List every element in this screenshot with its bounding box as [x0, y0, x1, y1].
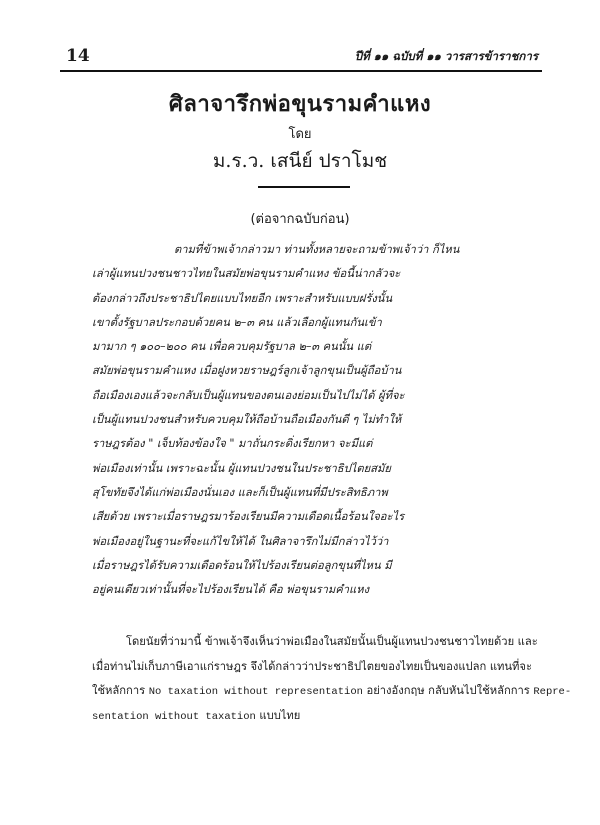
running-head: ปีที่ ๑๑ ฉบับที่ ๑๑ วารสารข้าราชการ [354, 49, 538, 63]
article-title: ศิลาจารึกพ่อขุนรามคำแหง [168, 92, 432, 117]
quoted-passage [92, 238, 542, 602]
quote-line: พ่อเมืองเท่านั้น เพราะฉะนั้น ผู้แทนปวงชนในประชาธิปไตยสมัย [92, 461, 391, 475]
quote-line: สุโขทัยจึงได้แก่พ่อเมืองนั่นเอง และก็เป็นผู้แทนที่มีประสิทธิภาพ [92, 485, 388, 499]
latin-phrase: No taxation without representation [148, 686, 363, 698]
thai-text: ใช้หลักการ [92, 684, 149, 697]
body-line [92, 704, 550, 729]
quote-line: พ่อเมืองอยู่ในฐานะที่จะแก้ไขให้ได้ ในศิลาจารึกไม่มีกล่าวไว้ว่า [92, 534, 389, 548]
latin-phrase: Repre- [533, 686, 572, 698]
thai-text: อย่างอังกฤษ กลับหันไปใช้หลักการ [362, 684, 534, 697]
page-number: 14 [66, 46, 90, 66]
thai-text: เมื่อท่านไม่เก็บภาษีเอาแก่ราษฎร จึงได้กล่าวว่าประชาธิปไตยของไทยเป็นของแปลก แทนที่จะ [92, 659, 532, 673]
author-name: ม.ร.ว. เสนีย์ ปราโมช [212, 150, 388, 172]
body-line [92, 630, 550, 655]
quote-line: ตามที่ข้าพเจ้ากล่าวมา ท่านทั้งหลายจะถามข้าพเจ้าว่า ก็ไหน [174, 243, 460, 256]
quote-line: อยู่คนเดียวเท่านั้นที่จะไปร้องเรียนได้ คือ พ่อขุนรามคำแหง [92, 583, 370, 597]
quote-line: เป็นผู้แทนปวงชนสำหรับควบคุมให้ถือบ้านถือเมืองกันดี ๆ ไม่ทำให้ [92, 413, 402, 427]
quote-line: ถือเมืองเองแล้วจะกลับเป็นผู้แทนของตนเองย่อมเป็นไปไม่ได้ ผู้ที่จะ [92, 388, 405, 402]
quote-line: เสียด้วย เพราะเมื่อราษฎรมาร้องเรียนมีความเดือดเนื้อร้อนใจอะไร [92, 510, 405, 524]
quote-line: ราษฎรต้อง " เจ็บท้องข้องใจ " มาถั่นกระดิ่งเรียกหา จะมีแต่ [92, 437, 373, 451]
quote-line: ต้องกล่าวถึงประชาธิปไตยแบบไทยอีก เพราะสำหรับแบบฝรั่งนั้น [92, 291, 393, 305]
quote-line: เมื่อราษฎรได้รับความเดือดร้อนให้ไปร้องเรียนต่อลูกขุนที่ไหน มี [92, 558, 392, 572]
title-divider [258, 186, 350, 188]
header-divider [60, 70, 542, 72]
quote-line: เขาตั้งรัฐบาลประกอบด้วยคน ๒–๓ คน แล้วเลือกผู้แทนกันเข้า [92, 315, 382, 329]
continued-note: (ต่อจากฉบับก่อน) [250, 212, 350, 227]
body-line [92, 679, 572, 704]
thai-text: แบบไทย [255, 708, 301, 722]
body-paragraph [92, 630, 572, 728]
thai-text: โดยนัยที่ว่ามานี้ ข้าพเจ้าจึงเห็นว่าพ่อเมืองในสมัยนั้นเป็นผู้แทนปวงชนชาวไทยด้วย และ [126, 635, 538, 648]
body-line [92, 655, 550, 680]
quote-line: เล่าผู้แทนปวงชนชาวไทยในสมัยพ่อขุนรามคำแหง ข้อนี้น่ากลัวจะ [92, 267, 401, 281]
latin-phrase: sentation without taxation [92, 710, 256, 723]
quote-line: สมัยพ่อขุนรามคำแหง เมื่อฝูงหวยราษฎร์ลูกเจ้าลูกขุนเป็นผู้ถือบ้าน [92, 364, 402, 378]
byline-label: โดย [288, 127, 312, 142]
quote-line: มามาก ๆ ๑๐๐–๒๐๐ คน เพื่อควบคุมรัฐบาล ๒–๓ คนนั้น แต่ [92, 340, 372, 354]
